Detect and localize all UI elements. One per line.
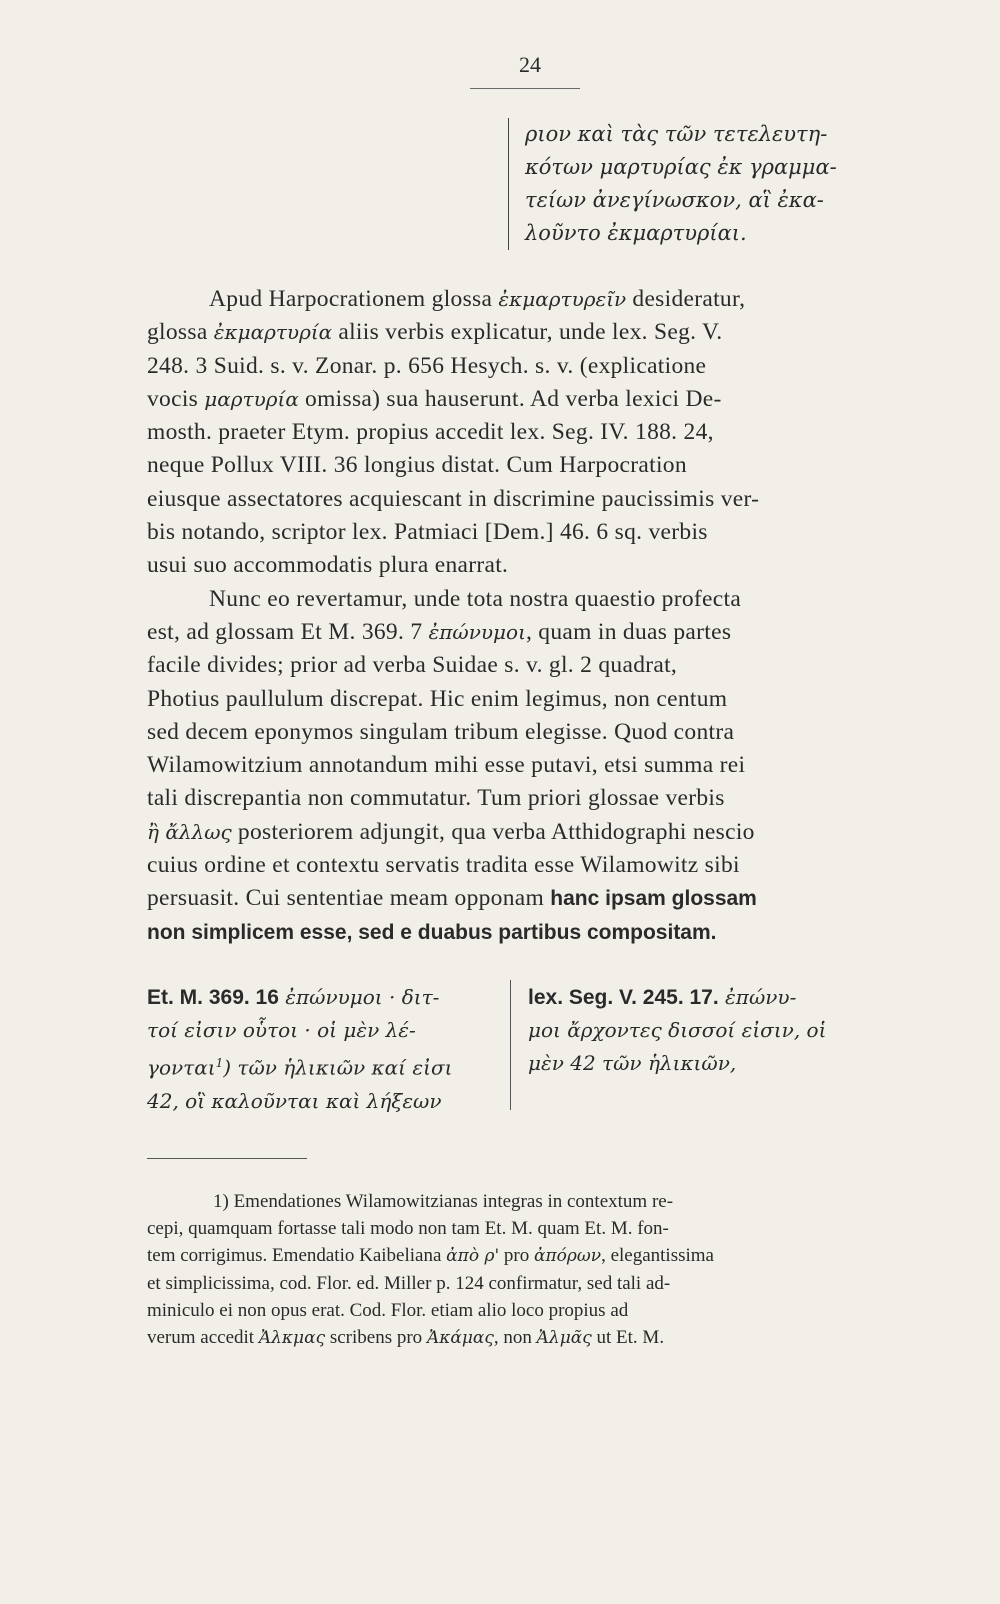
text-line: Nunc eo revertamur, unde tota nostra quaestio profecta (209, 585, 742, 612)
text-line: tali discrepantia non commutatur. Tum priori glossae verbis (147, 785, 725, 812)
text-line: Wilamowitzium annotandum mihi esse putavi, etsi summa rei (147, 752, 746, 779)
footnote-line: et simplicissima, cod. Flor. ed. Miller p. 124 confirmatur, sed tali ad- (147, 1273, 671, 1294)
footnote-line: verum accedit Ἀλκμας scribens pro Ἀκάμας, non Ἀλμᾶς ut Et. M. (147, 1327, 665, 1348)
gloss-line: lex. Seg. V. 245. 17. ἐπώνυ- (528, 985, 797, 1009)
text-line: Apud Harpocrationem glossa ἐκμαρτυρεῖν desideratur, (209, 286, 746, 312)
text-line: mosth. praeter Etym. propius accedit lex. Seg. IV. 188. 24, (147, 419, 714, 446)
quote-line: τείων ἀνεγίνωσκον, αἳ ἐκα- (525, 188, 824, 212)
gloss-line: Et. M. 369. 16 ἐπώνυμοι · διτ- (147, 985, 440, 1009)
text-line: facile divides; prior ad verba Suidae s. v. gl. 2 quadrat, (147, 652, 678, 679)
page-number: 24 (519, 52, 541, 77)
footnote-line: 1) Emendationes Wilamowitzianas integras in contextum re- (213, 1191, 674, 1212)
footnote-line: tem corrigimus. Emendatio Kaibeliana ἀπὸ ρ' pro ἀπόρων, elegantissima (147, 1245, 714, 1266)
text-line: vocis μαρτυρία omissa) sua hauserunt. Ad verba lexici De- (147, 385, 722, 412)
text-line: non simplicem esse, sed e duabus partibus compositam. (147, 920, 717, 944)
text-line: Photius paullulum discrepat. Hic enim legimus, non centum (147, 685, 728, 712)
text-line: 248. 3 Suid. s. v. Zonar. p. 656 Hesych. s. v. (explicatione (147, 352, 707, 379)
gloss-line: γονται$^1$) τῶν ἡλικιῶν καί εἰσι (147, 1055, 453, 1080)
quote-line: λοῦντο ἐκμαρτυρίαι. (525, 221, 747, 245)
text-line: bis notando, scriptor lex. Patmiaci [Dem.] 46. 6 sq. verbis (147, 519, 708, 546)
gloss-line: μὲν 42 τῶν ἡλικιῶν, (528, 1051, 737, 1075)
text-line: usui suo accommodatis plura enarrat. (147, 552, 509, 579)
footnote-line: cepi, quamquam fortasse tali modo non tam Et. M. quam Et. M. fon- (147, 1218, 669, 1239)
text-line: eiusque assectatores acquiescant in discrimine paucissimis ver- (147, 485, 760, 512)
gloss-line: τοί εἰσιν οὗτοι · οἱ μὲν λέ- (147, 1018, 416, 1042)
text-line: est, ad glossam Et M. 369. 7 ἐπώνυμοι, quam in duas partes (147, 618, 732, 645)
gloss-line: 42, οἳ καλοῦνται καὶ λήξεων (147, 1088, 442, 1113)
text-line: ἢ ἄλλως posteriorem adjungit, qua verba Atthidographi nescio (147, 818, 755, 845)
footnote-line: miniculo ei non opus erat. Cod. Flor. etiam alio loco propius ad (147, 1300, 629, 1321)
footnote (147, 1188, 887, 1352)
text-line: cuius ordine et contextu servatis tradita esse Wilamowitz sibi (147, 852, 740, 879)
gloss-line: μοι ἄρχοντες δισσοί εἰσιν, οἱ (528, 1018, 827, 1042)
text-line: neque Pollux VIII. 36 longius distat. Cum Harpocration (147, 452, 687, 479)
text-line: glossa ἐκμαρτυρία aliis verbis explicatur, unde lex. Seg. V. (147, 319, 723, 346)
quote-line: ριον καὶ τὰς τῶν τετελευτη- (525, 122, 828, 146)
text-line: persuasit. Cui sententiae meam opponam hanc ipsam glossam (147, 885, 757, 912)
gloss-lex-seg (528, 980, 888, 1080)
text-line: sed decem eponymos singulam tribum elegisse. Quod contra (147, 718, 735, 745)
column-divider (510, 980, 511, 1110)
body-text (147, 283, 884, 949)
page-number-rule (470, 88, 580, 89)
gloss-et-m (147, 980, 497, 1118)
greek-quotation (508, 118, 907, 250)
footnote-rule (147, 1158, 307, 1159)
quote-line: κότων μαρτυρίας ἐκ γραμμα- (525, 155, 837, 179)
